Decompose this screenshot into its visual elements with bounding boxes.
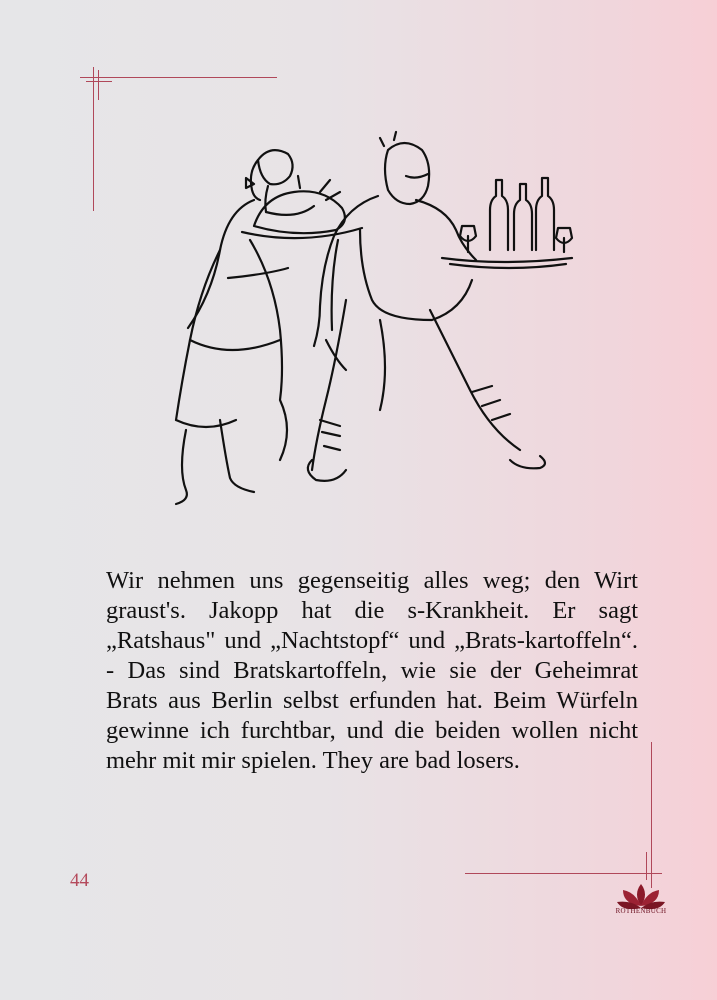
two-servers-sketch-icon [150, 130, 580, 530]
frame-line-bottom-vertical [651, 742, 652, 888]
frame-line-top-vertical-inner [98, 70, 99, 100]
frame-line-bottom-vertical-inner [646, 852, 647, 880]
publisher-name: ROTHENBUCH [615, 907, 667, 915]
frame-line-top-horizontal-inner [86, 81, 112, 82]
frame-line-top-vertical [93, 67, 94, 211]
frame-line-bottom-horizontal [465, 873, 662, 874]
frame-line-top-horizontal [80, 77, 277, 78]
page-number: 44 [70, 870, 89, 891]
body-paragraph: Wir nehmen uns gegenseitig alles weg; den Wirt graust's. Jakopp hat die s-Krankheit. Er sagt „Ratshaus" und „Nachtstopf“ und „Brats-kartoffeln“. - Das sind Bratskartoffeln, wie sie der Geheimrat Brats aus Berlin selbst erfunden hat. Beim Würfeln gewinne ich furchtbar, und die beiden wollen nicht mehr mit mir spielen. They are bad losers. [106, 567, 638, 774]
